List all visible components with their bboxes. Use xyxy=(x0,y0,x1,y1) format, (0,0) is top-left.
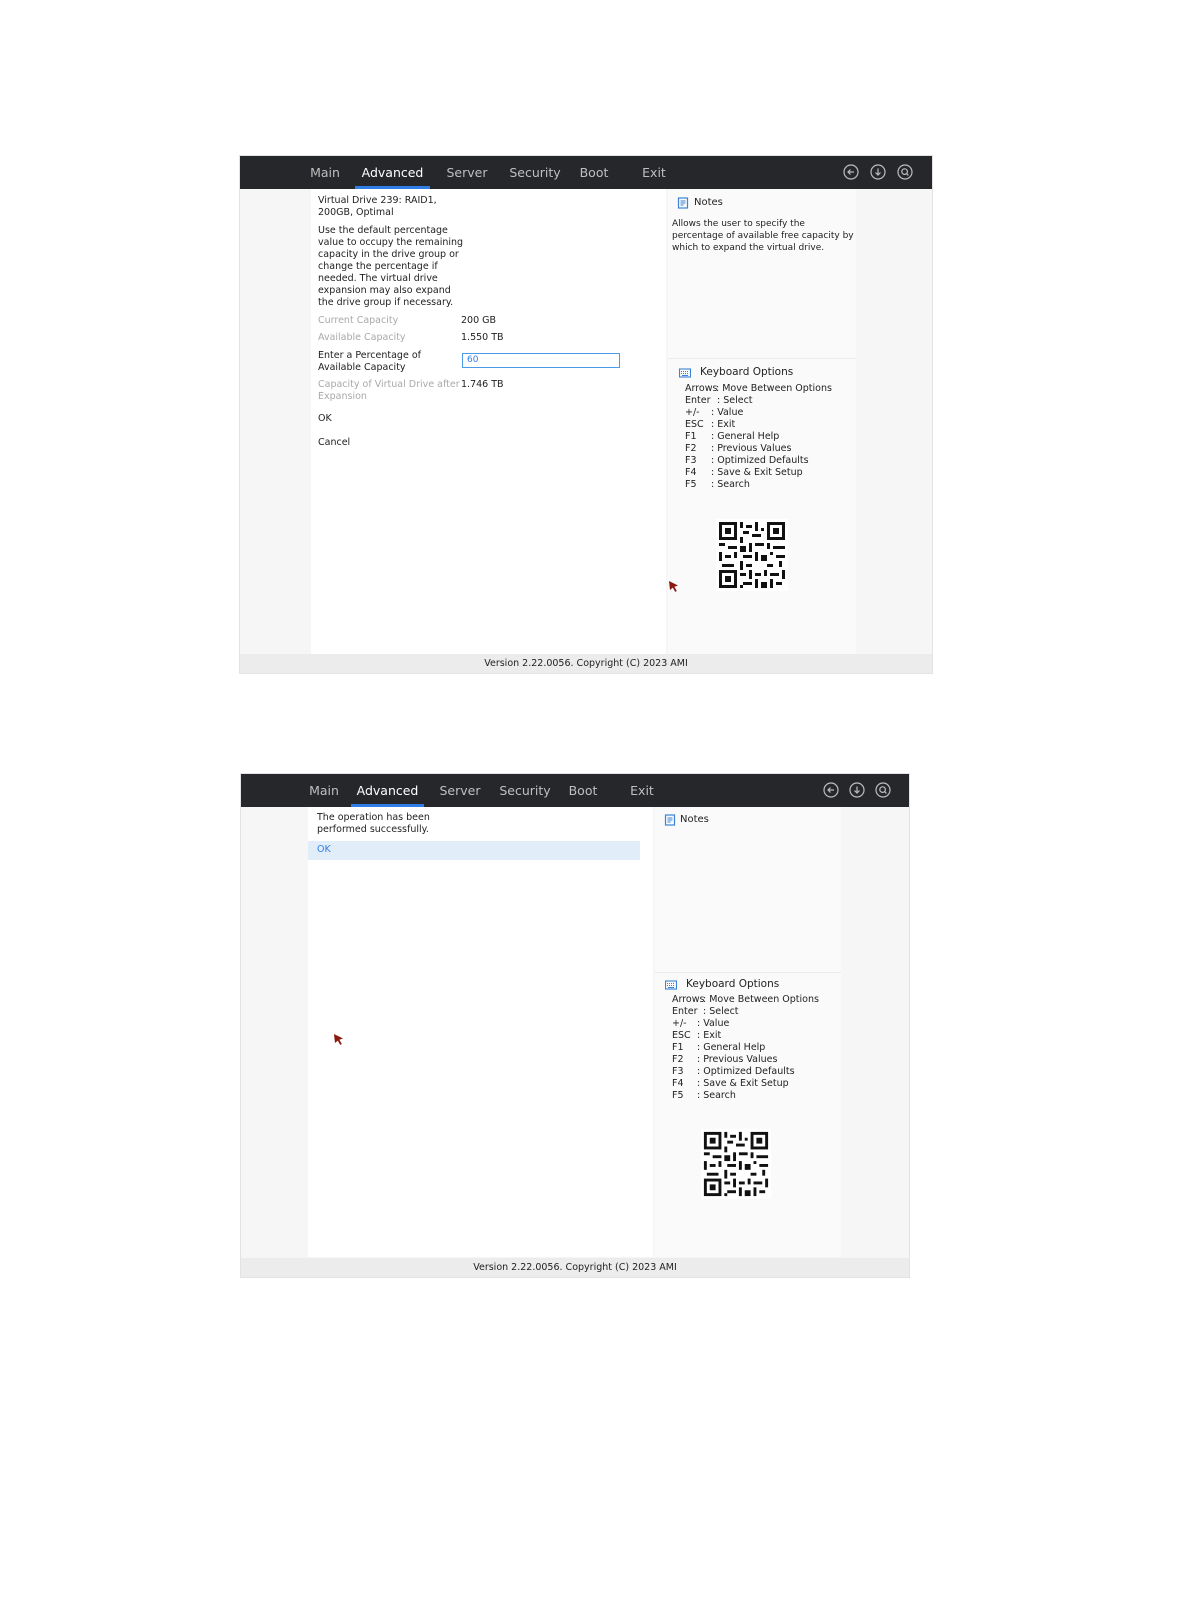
bios-screen-1 xyxy=(239,155,933,674)
tab-exit[interactable]: Exit xyxy=(630,783,654,798)
top-menu-bar xyxy=(240,156,932,189)
keyboard-options-title: Keyboard Options xyxy=(700,366,794,378)
virtual-drive-header-2: 200GB, Optimal xyxy=(318,207,394,218)
kb-desc: : General Help xyxy=(711,431,780,442)
kb-key: +/- xyxy=(685,407,700,418)
kb-key: F5 xyxy=(672,1090,684,1101)
kb-desc: : Move Between Options xyxy=(716,383,832,394)
capacity-after-label-1: Capacity of Virtual Drive after xyxy=(318,379,460,390)
current-capacity-value: 200 GB xyxy=(461,315,497,326)
notes-panel xyxy=(668,189,856,654)
ok-button-label: OK xyxy=(317,844,331,855)
notes-title: Notes xyxy=(680,814,709,825)
kb-key: F2 xyxy=(672,1054,684,1065)
kb-key: Arrows xyxy=(672,994,705,1005)
description-line: change the percentage if xyxy=(318,261,438,272)
description-line: needed. The virtual drive xyxy=(318,273,438,284)
keyboard-icon xyxy=(679,367,691,379)
kb-key: Enter xyxy=(672,1006,698,1017)
back-icon[interactable] xyxy=(843,164,859,180)
message-pane xyxy=(308,807,653,1257)
kb-desc: : Select xyxy=(703,1006,739,1017)
qr-code xyxy=(701,1129,771,1199)
kb-desc: : Save & Exit Setup xyxy=(697,1078,789,1089)
kb-key: F2 xyxy=(685,443,697,454)
description-line: value to occupy the remaining xyxy=(318,237,464,248)
tab-security[interactable]: Security xyxy=(499,783,551,798)
notes-icon xyxy=(677,197,689,209)
notes-panel xyxy=(655,807,841,1257)
kb-desc: : Previous Values xyxy=(711,443,792,454)
kb-key: F3 xyxy=(685,455,697,466)
notes-text: percentage of available free capacity by xyxy=(672,231,854,241)
kb-key: F1 xyxy=(672,1042,684,1053)
description-line: the drive group if necessary. xyxy=(318,297,454,308)
kb-desc: : Previous Values xyxy=(697,1054,778,1065)
kb-desc: : Value xyxy=(711,407,744,418)
settings-pane xyxy=(311,189,666,654)
kb-desc: : Optimized Defaults xyxy=(711,455,809,466)
kb-desc: : Search xyxy=(697,1090,736,1101)
version-footer: Version 2.22.0056. Copyright (C) 2023 AMI xyxy=(240,654,932,673)
tab-main[interactable]: Main xyxy=(309,783,339,798)
description-line: Use the default percentage xyxy=(318,225,448,236)
notes-text: Allows the user to specify the xyxy=(672,219,805,229)
description-line: expansion may also expand xyxy=(318,285,451,296)
success-message-2: performed successfully. xyxy=(317,824,429,835)
percentage-label-2: Available Capacity xyxy=(318,362,406,373)
current-capacity-label: Current Capacity xyxy=(318,315,399,326)
version-footer: Version 2.22.0056. Copyright (C) 2023 AMI xyxy=(241,1258,909,1277)
description-line: capacity in the drive group or xyxy=(318,249,459,260)
notes-text: which to expand the virtual drive. xyxy=(672,243,825,253)
search-icon[interactable] xyxy=(875,782,891,798)
divider xyxy=(655,972,841,973)
capacity-after-label-2: Expansion xyxy=(318,391,367,402)
search-icon[interactable] xyxy=(897,164,913,180)
kb-desc: : Optimized Defaults xyxy=(697,1066,795,1077)
mouse-cursor xyxy=(668,580,680,594)
download-icon[interactable] xyxy=(870,164,886,180)
available-capacity-value: 1.550 TB xyxy=(461,332,504,343)
kb-key: ESC xyxy=(672,1030,691,1041)
kb-desc: : Select xyxy=(717,395,753,406)
ok-button[interactable] xyxy=(308,841,640,860)
cancel-button[interactable]: Cancel xyxy=(318,437,351,448)
kb-key: F4 xyxy=(672,1078,684,1089)
kb-desc: : Exit xyxy=(697,1030,722,1041)
kb-key: F5 xyxy=(685,479,697,490)
tab-advanced[interactable]: Advanced xyxy=(351,774,424,807)
tab-server[interactable]: Server xyxy=(446,165,488,180)
tab-boot[interactable]: Boot xyxy=(568,783,598,798)
percentage-input[interactable]: 60 xyxy=(462,353,620,368)
kb-desc: : Exit xyxy=(711,419,736,430)
divider xyxy=(668,358,856,359)
kb-desc: : Move Between Options xyxy=(703,994,819,1005)
kb-desc: : Search xyxy=(711,479,750,490)
kb-key: ESC xyxy=(685,419,704,430)
keyboard-icon xyxy=(665,979,677,991)
kb-desc: : General Help xyxy=(697,1042,766,1053)
kb-desc: : Value xyxy=(697,1018,730,1029)
qr-code xyxy=(716,519,788,591)
tab-exit[interactable]: Exit xyxy=(642,165,666,180)
tab-main[interactable]: Main xyxy=(310,165,340,180)
tab-advanced[interactable]: Advanced xyxy=(355,156,430,189)
virtual-drive-header-1: Virtual Drive 239: RAID1, xyxy=(318,195,437,206)
notes-title: Notes xyxy=(694,197,723,208)
kb-key: Enter xyxy=(685,395,711,406)
back-icon[interactable] xyxy=(823,782,839,798)
keyboard-options-title: Keyboard Options xyxy=(686,978,780,990)
ok-button[interactable]: OK xyxy=(318,413,332,424)
kb-key: Arrows xyxy=(685,383,718,394)
success-message-1: The operation has been xyxy=(317,812,430,823)
capacity-after-value: 1.746 TB xyxy=(461,379,504,390)
kb-desc: : Save & Exit Setup xyxy=(711,467,803,478)
available-capacity-label: Available Capacity xyxy=(318,332,406,343)
kb-key: +/- xyxy=(672,1018,687,1029)
tab-boot[interactable]: Boot xyxy=(579,165,609,180)
download-icon[interactable] xyxy=(849,782,865,798)
top-menu-bar xyxy=(241,774,909,807)
mouse-cursor xyxy=(333,1033,345,1047)
bios-screen-2 xyxy=(240,773,910,1278)
kb-key: F1 xyxy=(685,431,697,442)
kb-key: F4 xyxy=(685,467,697,478)
tab-security[interactable]: Security xyxy=(509,165,561,180)
percentage-label-1: Enter a Percentage of xyxy=(318,350,421,361)
kb-key: F3 xyxy=(672,1066,684,1077)
notes-icon xyxy=(664,814,676,826)
tab-server[interactable]: Server xyxy=(439,783,481,798)
